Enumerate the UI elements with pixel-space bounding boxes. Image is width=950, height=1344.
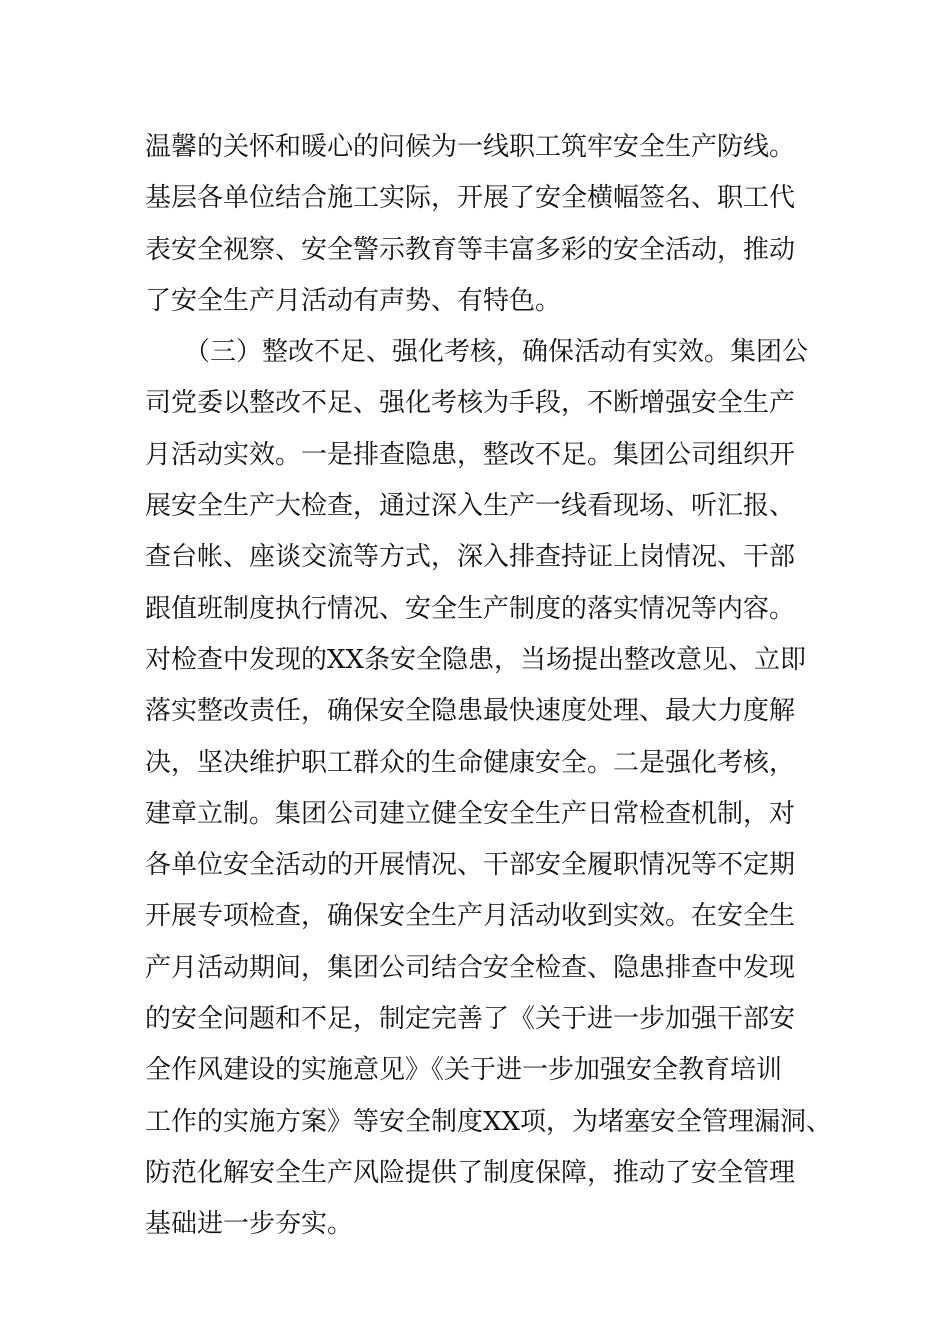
text-line: 查台帐、座谈交流等方式，深入排查持证上岗情况、干部 xyxy=(145,542,796,573)
text-line: 司党委以整改不足、强化考核为手段，不断增强安全生产 xyxy=(145,388,796,419)
text-line: 各单位安全活动的开展情况、干部安全履职情况等不定期 xyxy=(145,850,796,881)
text-line: 展安全生产大检查，通过深入生产一线看现场、听汇报、 xyxy=(145,491,796,522)
text-line: 月活动实效。一是排查隐患，整改不足。集团公司组织开 xyxy=(145,439,796,470)
text-line: 了安全生产月活动有声势、有特色。 xyxy=(145,285,562,316)
text-line: 全作风建设的实施意见》《关于进一步加强安全教育培训 xyxy=(145,1055,783,1086)
text-line: 基层各单位结合施工实际，开展了安全横幅签名、职工代 xyxy=(145,183,796,214)
section-heading-line: （三）整改不足、强化考核，确保活动有实效。集团公 xyxy=(145,337,809,368)
text-line: 工作的实施方案》等安全制度XX项，为堵塞安全管理漏洞、 xyxy=(145,1106,833,1137)
text-line: 对检查中发现的XX条安全隐患，当场提出整改意见、立即 xyxy=(145,644,807,675)
text-line: 落实整改责任，确保安全隐患最快速度处理、最大力度解 xyxy=(145,696,796,727)
body-text xyxy=(145,126,833,1255)
text-line: 防范化解安全生产风险提供了制度保障，推动了安全管理 xyxy=(145,1157,796,1188)
text-line: 决，坚决维护职工群众的生命健康安全。二是强化考核， xyxy=(145,747,796,778)
text-line: 温馨的关怀和暖心的问候为一线职工筑牢安全生产防线。 xyxy=(145,132,796,162)
text-line: 产月活动期间，集团公司结合安全检查、隐患排查中发现 xyxy=(145,952,796,983)
text-line: 建章立制。集团公司建立健全安全生产日常检查机制，对 xyxy=(145,798,796,829)
text-line: 开展专项检查，确保安全生产月活动收到实效。在安全生 xyxy=(145,901,796,932)
text-line: 基础进一步夯实。 xyxy=(145,1209,354,1240)
text-line: 的安全问题和不足，制定完善了《关于进一步加强干部安 xyxy=(145,1004,796,1035)
text-line: 跟值班制度执行情况、安全生产制度的落实情况等内容。 xyxy=(145,593,796,624)
text-line: 表安全视察、安全警示教育等丰富多彩的安全活动，推动 xyxy=(145,234,796,265)
